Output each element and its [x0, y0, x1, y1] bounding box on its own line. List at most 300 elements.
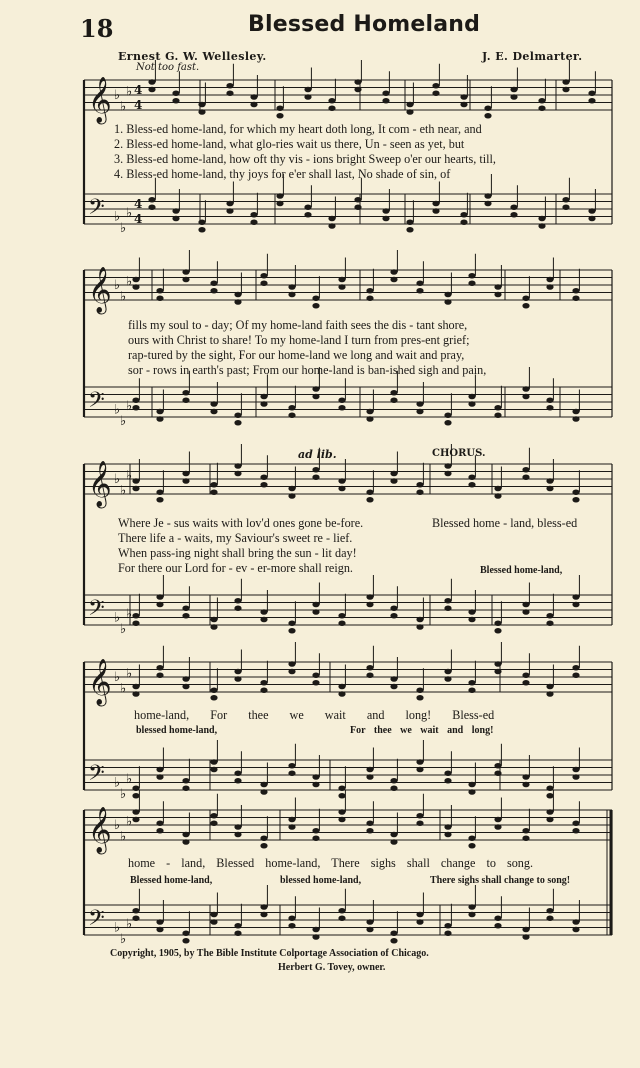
- note-head: [468, 789, 475, 795]
- note-head: [460, 94, 467, 100]
- bass-clef: 𝄢: [88, 906, 105, 936]
- note-head: [132, 691, 139, 697]
- note-head: [366, 497, 373, 503]
- note-head: [382, 208, 389, 214]
- note-head: [444, 605, 451, 611]
- note-head: [444, 471, 451, 477]
- note-head: [198, 219, 205, 225]
- note-head: [572, 927, 579, 933]
- note-head: [182, 397, 189, 403]
- verse-2-line-1: 2. Bless-ed home-land, what glo-ries wait us there, Un - seen as yet, but: [114, 137, 465, 151]
- note-head: [182, 605, 189, 611]
- note-head: [390, 676, 397, 682]
- note-head: [156, 919, 163, 925]
- flat-sign: ♭: [120, 829, 127, 845]
- note-head: [390, 778, 397, 784]
- note-head: [416, 409, 423, 415]
- note-head: [234, 669, 241, 675]
- note-head: [312, 672, 319, 678]
- note-head: [494, 405, 501, 411]
- note-head: [494, 628, 501, 634]
- note-head: [390, 930, 397, 936]
- flat-sign: ♭: [126, 606, 133, 622]
- note-head: [432, 208, 439, 214]
- note-head: [132, 817, 139, 823]
- flat-sign: ♭: [126, 205, 133, 221]
- flat-sign: ♭: [114, 920, 121, 936]
- note-head: [354, 79, 361, 85]
- note-head: [210, 912, 217, 918]
- note-head: [522, 386, 529, 392]
- note-head: [382, 216, 389, 222]
- note-head: [572, 828, 579, 834]
- note-head: [182, 676, 189, 682]
- note-head: [312, 934, 319, 940]
- note-head: [312, 303, 319, 309]
- flat-sign: ♭: [126, 771, 133, 787]
- note-head: [588, 90, 595, 96]
- note-head: [304, 87, 311, 93]
- note-head: [354, 204, 361, 210]
- note-head: [382, 98, 389, 104]
- note-head: [406, 102, 413, 108]
- note-head: [338, 793, 345, 799]
- note-head: [210, 401, 217, 407]
- note-head: [416, 813, 423, 819]
- note-head: [572, 288, 579, 294]
- note-head: [484, 201, 491, 207]
- verse-1-line-2: fills my soul to - day; Of my home-land faith sees the dis - tant shore,: [128, 318, 468, 332]
- note-head: [260, 474, 267, 480]
- note-head: [234, 770, 241, 776]
- note-head: [304, 212, 311, 218]
- note-head: [132, 915, 139, 921]
- flat-sign: ♭: [126, 398, 133, 414]
- note-head: [468, 843, 475, 849]
- verse-3-line-3: When pass-ing night shall bring the sun - lit day!: [118, 546, 357, 560]
- note-head: [132, 793, 139, 799]
- note-head: [210, 280, 217, 286]
- note-head: [494, 817, 501, 823]
- note-head: [312, 467, 319, 473]
- note-head: [312, 835, 319, 841]
- note-head: [260, 394, 267, 400]
- note-head: [260, 912, 267, 918]
- note-head: [416, 401, 423, 407]
- note-head: [234, 412, 241, 418]
- flat-sign: ♭: [120, 99, 127, 115]
- note-head: [390, 605, 397, 611]
- note-head: [538, 98, 545, 104]
- note-head: [546, 915, 553, 921]
- note-head: [312, 774, 319, 780]
- note-head: [182, 778, 189, 784]
- note-head: [260, 609, 267, 615]
- note-head: [276, 201, 283, 207]
- note-head: [132, 809, 139, 815]
- note-head: [210, 489, 217, 495]
- note-head: [312, 394, 319, 400]
- note-head: [366, 489, 373, 495]
- note-head: [312, 474, 319, 480]
- note-head: [312, 386, 319, 392]
- note-head: [338, 620, 345, 626]
- treble-clef: 𝄞: [88, 77, 112, 123]
- note-head: [522, 672, 529, 678]
- note-head: [226, 83, 233, 89]
- note-head: [234, 292, 241, 298]
- note-head: [288, 661, 295, 667]
- note-head: [416, 695, 423, 701]
- note-head: [234, 605, 241, 611]
- time-signature-top: 4: [134, 83, 143, 97]
- flat-sign: ♭: [126, 84, 133, 100]
- verse-4-line-1: 4. Bless-ed home-land, thy joys for e'er shall last, No shade of sin, of: [114, 167, 451, 181]
- note-head: [328, 98, 335, 104]
- note-head: [234, 824, 241, 830]
- flat-sign: ♭: [120, 931, 127, 947]
- note-head: [588, 216, 595, 222]
- note-head: [276, 113, 283, 119]
- note-head: [444, 832, 451, 838]
- note-head: [390, 277, 397, 283]
- note-head: [156, 409, 163, 415]
- note-head: [522, 609, 529, 615]
- note-head: [468, 401, 475, 407]
- note-head: [234, 463, 241, 469]
- note-head: [156, 828, 163, 834]
- note-head: [182, 930, 189, 936]
- note-head: [494, 824, 501, 830]
- note-head: [468, 273, 475, 279]
- note-head: [522, 467, 529, 473]
- note-head: [172, 98, 179, 104]
- note-head: [276, 193, 283, 199]
- copyright-notice: Copyright, 1905, by The Bible Institute Colportage Association of Chicago.: [110, 948, 429, 959]
- note-head: [210, 687, 217, 693]
- note-head: [210, 919, 217, 925]
- note-head: [210, 813, 217, 819]
- note-head: [546, 613, 553, 619]
- note-head: [182, 277, 189, 283]
- note-head: [494, 292, 501, 298]
- note-head: [288, 915, 295, 921]
- note-head: [250, 219, 257, 225]
- verse-4-line-3: For there our Lord for - ev - er-more shall reign.: [118, 561, 353, 575]
- note-head: [546, 684, 553, 690]
- note-head: [210, 624, 217, 630]
- treble-clef: 𝄞: [88, 659, 112, 705]
- note-head: [522, 828, 529, 834]
- note-head: [546, 397, 553, 403]
- note-head: [328, 223, 335, 229]
- note-head: [210, 617, 217, 623]
- note-head: [494, 915, 501, 921]
- note-head: [390, 390, 397, 396]
- note-head: [132, 620, 139, 626]
- note-head: [226, 90, 233, 96]
- note-head: [572, 295, 579, 301]
- note-head: [572, 665, 579, 671]
- note-head: [156, 497, 163, 503]
- note-head: [156, 927, 163, 933]
- note-head: [572, 774, 579, 780]
- note-head: [572, 919, 579, 925]
- note-head: [288, 412, 295, 418]
- note-head: [260, 904, 267, 910]
- note-head: [198, 227, 205, 233]
- note-head: [156, 416, 163, 422]
- verse-4-line-2: sor - rows in earth's past; From our home-land is ban-ished sigh and pain,: [128, 363, 487, 377]
- note-head: [288, 628, 295, 634]
- chorus-bass-lyric-1: Blessed home-land,: [480, 565, 563, 576]
- note-head: [234, 923, 241, 929]
- note-head: [444, 824, 451, 830]
- note-head: [546, 405, 553, 411]
- note-head: [468, 609, 475, 615]
- note-head: [562, 197, 569, 203]
- note-head: [234, 832, 241, 838]
- note-head: [260, 680, 267, 686]
- note-head: [444, 676, 451, 682]
- treble-clef: 𝄞: [88, 807, 112, 853]
- chorus-lyric-3: home - land, Blessed home-land, There sighs shall change to song.: [128, 856, 534, 870]
- note-head: [588, 208, 595, 214]
- note-head: [132, 405, 139, 411]
- note-head: [312, 295, 319, 301]
- note-head: [494, 770, 501, 776]
- note-head: [416, 912, 423, 918]
- note-head: [460, 219, 467, 225]
- note-head: [468, 617, 475, 623]
- note-head: [522, 394, 529, 400]
- note-head: [546, 620, 553, 626]
- note-head: [484, 105, 491, 111]
- note-head: [260, 687, 267, 693]
- note-head: [312, 782, 319, 788]
- flat-sign: ♭: [120, 483, 127, 499]
- note-head: [210, 759, 217, 765]
- flat-sign: ♭: [126, 274, 133, 290]
- note-head: [288, 493, 295, 499]
- bass-clef: 𝄢: [88, 761, 105, 791]
- note-head: [494, 486, 501, 492]
- note-head: [546, 817, 553, 823]
- note-head: [250, 212, 257, 218]
- note-head: [182, 471, 189, 477]
- treble-clef: 𝄞: [88, 461, 112, 507]
- note-head: [390, 613, 397, 619]
- note-head: [572, 416, 579, 422]
- flat-sign: ♭: [126, 814, 133, 830]
- note-head: [250, 94, 257, 100]
- note-head: [494, 493, 501, 499]
- note-head: [354, 87, 361, 93]
- note-head: [416, 624, 423, 630]
- note-head: [148, 87, 155, 93]
- note-head: [182, 785, 189, 791]
- note-head: [182, 478, 189, 484]
- flat-sign: ♭: [120, 413, 127, 429]
- note-head: [468, 394, 475, 400]
- note-head: [156, 672, 163, 678]
- note-head: [390, 839, 397, 845]
- note-head: [416, 759, 423, 765]
- note-head: [416, 919, 423, 925]
- note-head: [182, 269, 189, 275]
- note-head: [156, 295, 163, 301]
- note-head: [172, 90, 179, 96]
- note-head: [444, 420, 451, 426]
- note-head: [588, 98, 595, 104]
- note-head: [260, 401, 267, 407]
- note-head: [416, 288, 423, 294]
- note-head: [148, 204, 155, 210]
- flat-sign: ♭: [114, 610, 121, 626]
- note-head: [132, 397, 139, 403]
- note-head: [382, 90, 389, 96]
- note-head: [546, 793, 553, 799]
- note-head: [132, 486, 139, 492]
- note-head: [562, 87, 569, 93]
- chorus-label: CHORUS.: [432, 448, 486, 459]
- note-head: [338, 817, 345, 823]
- note-head: [460, 102, 467, 108]
- note-head: [132, 277, 139, 283]
- note-head: [260, 782, 267, 788]
- note-head: [338, 691, 345, 697]
- note-head: [366, 409, 373, 415]
- note-head: [366, 828, 373, 834]
- note-head: [572, 820, 579, 826]
- chorus-lyric-2: home-land, For thee we wait and long! Bless-ed: [134, 708, 495, 722]
- copyright-owner: Herbert G. Tovey, owner.: [278, 962, 386, 973]
- note-head: [234, 420, 241, 426]
- note-head: [468, 474, 475, 480]
- note-head: [366, 820, 373, 826]
- note-head: [494, 620, 501, 626]
- note-head: [366, 602, 373, 608]
- note-head: [468, 680, 475, 686]
- note-head: [234, 676, 241, 682]
- note-head: [416, 482, 423, 488]
- note-head: [288, 669, 295, 675]
- note-head: [390, 832, 397, 838]
- note-head: [156, 602, 163, 608]
- flat-sign: ♭: [114, 88, 121, 103]
- note-head: [210, 288, 217, 294]
- note-head: [288, 817, 295, 823]
- verse-3-line-1: 3. Bless-ed home-land, how oft thy vis - ions bright Sweep o'er our hearts, till,: [114, 152, 496, 166]
- note-head: [416, 280, 423, 286]
- note-head: [562, 79, 569, 85]
- note-head: [390, 785, 397, 791]
- note-head: [354, 197, 361, 203]
- note-head: [522, 602, 529, 608]
- note-head: [468, 280, 475, 286]
- note-head: [390, 478, 397, 484]
- note-head: [572, 489, 579, 495]
- note-head: [260, 835, 267, 841]
- note-head: [172, 208, 179, 214]
- flat-sign: ♭: [114, 775, 121, 791]
- note-head: [182, 938, 189, 944]
- note-head: [210, 409, 217, 415]
- treble-clef: 𝄞: [88, 267, 112, 313]
- note-head: [444, 299, 451, 305]
- note-head: [390, 397, 397, 403]
- note-head: [338, 405, 345, 411]
- bass-clef: 𝄢: [88, 596, 105, 626]
- note-head: [338, 809, 345, 815]
- note-head: [226, 201, 233, 207]
- note-head: [288, 486, 295, 492]
- note-head: [390, 938, 397, 944]
- note-head: [234, 299, 241, 305]
- note-head: [226, 208, 233, 214]
- note-head: [182, 832, 189, 838]
- hymn-title: Blessed Homeland: [248, 12, 481, 37]
- note-head: [210, 482, 217, 488]
- note-head: [338, 277, 345, 283]
- flat-sign: ♭: [120, 220, 127, 236]
- flat-sign: ♭: [114, 472, 121, 487]
- note-head: [338, 397, 345, 403]
- note-head: [328, 216, 335, 222]
- note-head: [546, 277, 553, 283]
- note-head: [494, 412, 501, 418]
- note-head: [572, 497, 579, 503]
- note-head: [198, 102, 205, 108]
- note-head: [366, 774, 373, 780]
- note-head: [156, 820, 163, 826]
- bass-clef: 𝄢: [88, 388, 105, 418]
- ad-lib-marking: ad lib.: [298, 448, 337, 461]
- time-signature-bottom: 4: [134, 98, 143, 112]
- note-head: [234, 778, 241, 784]
- note-head: [522, 782, 529, 788]
- note-head: [416, 617, 423, 623]
- note-head: [338, 478, 345, 484]
- time-signature-bottom: 4: [134, 212, 143, 226]
- chorus-lyric-1: Blessed home - land, bless-ed: [432, 516, 578, 530]
- note-head: [288, 763, 295, 769]
- chorus-bass-lyric-6: There sighs shall change to song!: [430, 875, 571, 886]
- note-head: [156, 767, 163, 773]
- note-head: [538, 223, 545, 229]
- note-head: [260, 843, 267, 849]
- note-head: [484, 113, 491, 119]
- note-head: [304, 204, 311, 210]
- note-head: [468, 782, 475, 788]
- note-head: [276, 105, 283, 111]
- note-head: [494, 669, 501, 675]
- flat-sign: ♭: [114, 670, 121, 685]
- note-head: [132, 908, 139, 914]
- note-head: [406, 109, 413, 115]
- note-head: [156, 288, 163, 294]
- note-head: [416, 820, 423, 826]
- note-head: [494, 284, 501, 290]
- flat-sign: ♭: [114, 278, 121, 293]
- note-head: [522, 295, 529, 301]
- note-head: [522, 474, 529, 480]
- note-head: [444, 292, 451, 298]
- note-head: [522, 774, 529, 780]
- note-head: [156, 489, 163, 495]
- flat-sign: ♭: [120, 681, 127, 697]
- note-head: [182, 839, 189, 845]
